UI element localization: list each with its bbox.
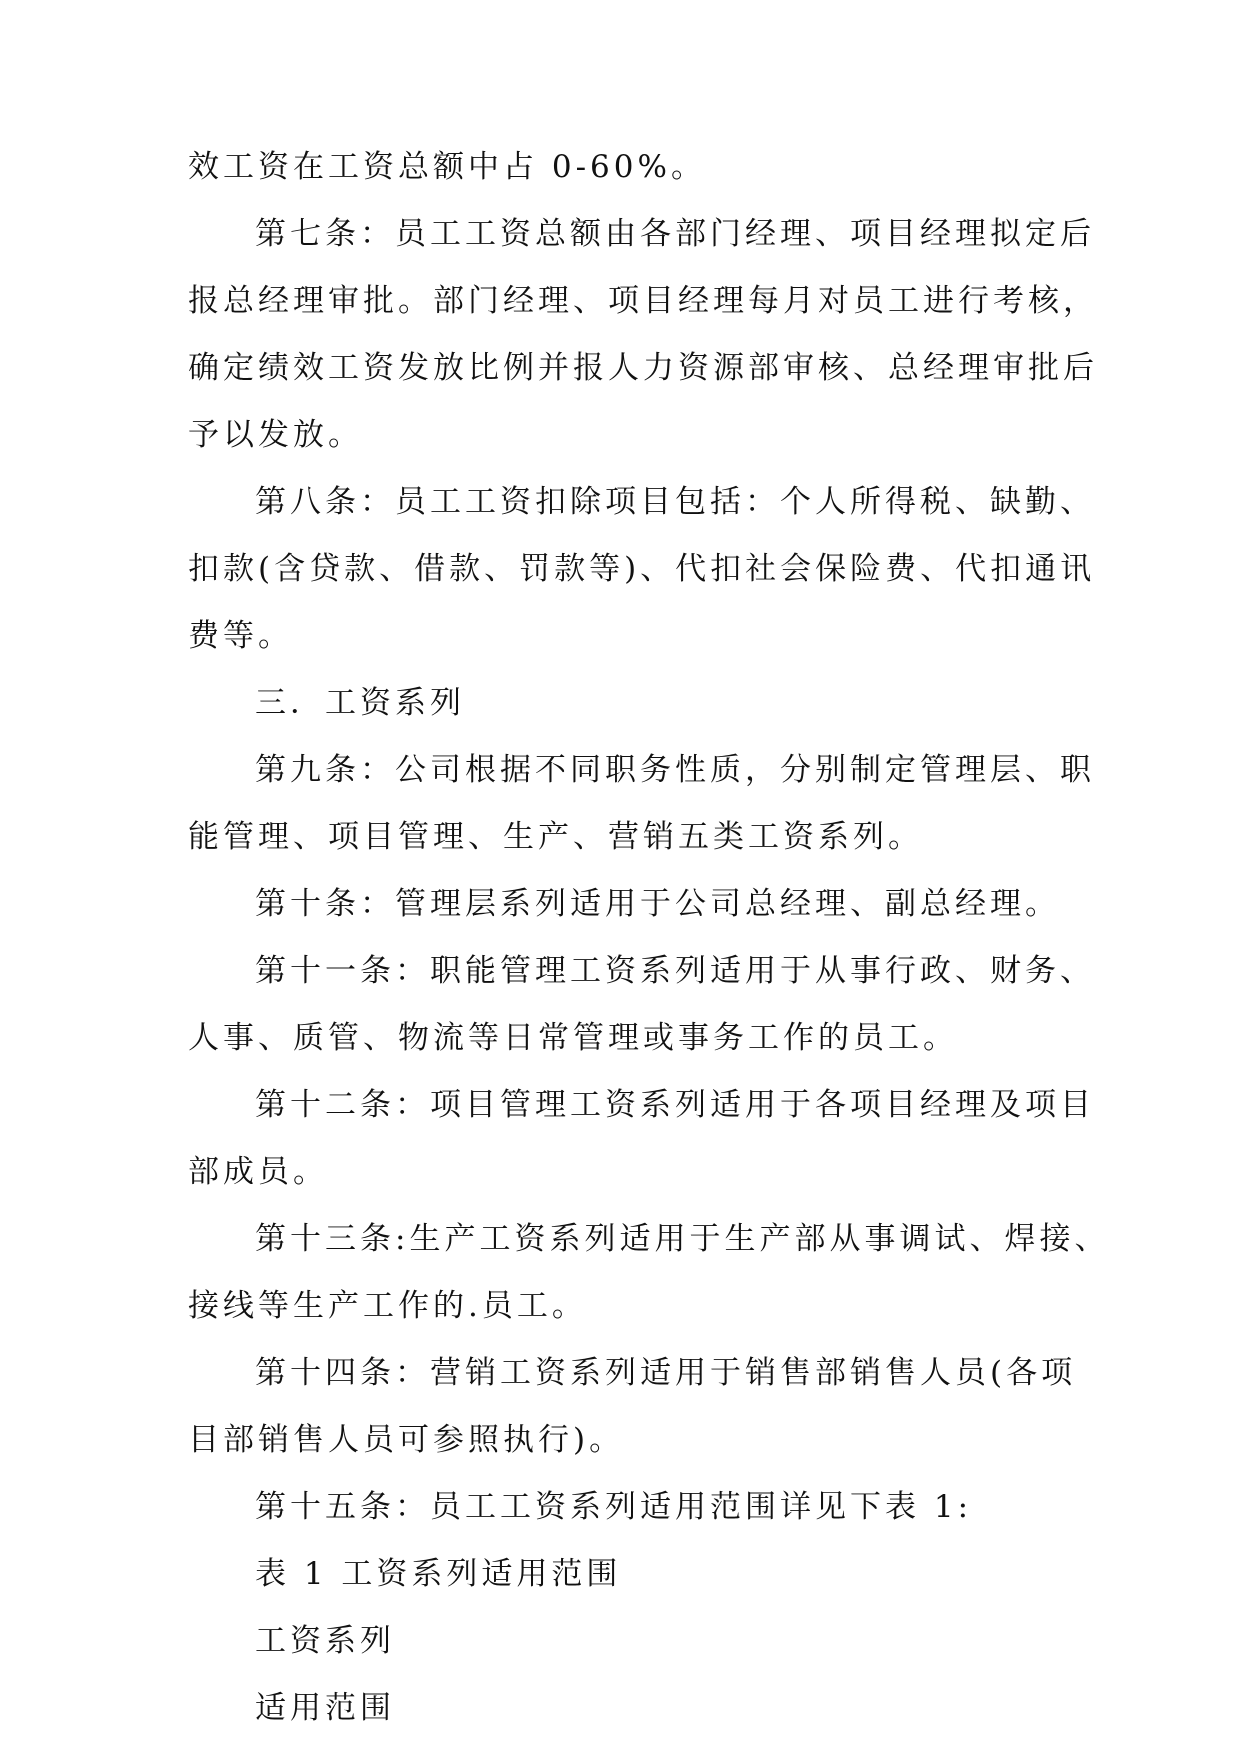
paragraph-line: 效工资在工资总额中占 0-60%。 [188,149,706,185]
table-header-cell: 工资系列 [255,1623,395,1659]
paragraph-line: 目部销售人员可参照执行)。 [188,1422,625,1458]
paragraph-line: 第九条：公司根据不同职务性质，分别制定管理层、职 [255,752,1095,788]
paragraph-line: 扣款(含贷款、借款、罚款等)、代扣社会保险费、代扣通讯 [188,551,1096,587]
paragraph-line: 确定绩效工资发放比例并报人力资源部审核、总经理审批后 [188,350,1098,386]
paragraph-line: 第七条：员工工资总额由各部门经理、项目经理拟定后 [255,216,1095,252]
paragraph-line: 接线等生产工作的.员工。 [188,1288,587,1324]
paragraph-line: 费等。 [188,618,293,654]
paragraph-line: 能管理、项目管理、生产、营销五类工资系列。 [188,819,923,855]
paragraph-line: 第十一条：职能管理工资系列适用于从事行政、财务、 [255,953,1095,989]
paragraph-line: 部成员。 [188,1154,328,1190]
paragraph-line: 报总经理审批。部门经理、项目经理每月对员工进行考核， [188,283,1098,319]
paragraph-line: 予以发放。 [188,417,363,453]
paragraph-line: 第十五条：员工工资系列适用范围详见下表 1: [255,1489,973,1525]
paragraph-line: 第八条：员工工资扣除项目包括：个人所得税、缺勤、 [255,484,1095,520]
table-header-cell: 适用范围 [255,1690,395,1726]
paragraph-line: 第十二条：项目管理工资系列适用于各项目经理及项目 [255,1087,1095,1123]
section-heading: 三．工资系列 [255,685,465,721]
paragraph-line: 第十四条：营销工资系列适用于销售部销售人员(各项 [255,1355,1077,1391]
paragraph-line: 第十条：管理层系列适用于公司总经理、副总经理。 [255,886,1060,922]
paragraph-line: 人事、质管、物流等日常管理或事务工作的员工。 [188,1020,958,1056]
table-caption: 表 1 工资系列适用范围 [255,1556,622,1592]
paragraph-line: 第十三条:生产工资系列适用于生产部从事调试、焊接、 [255,1221,1110,1257]
